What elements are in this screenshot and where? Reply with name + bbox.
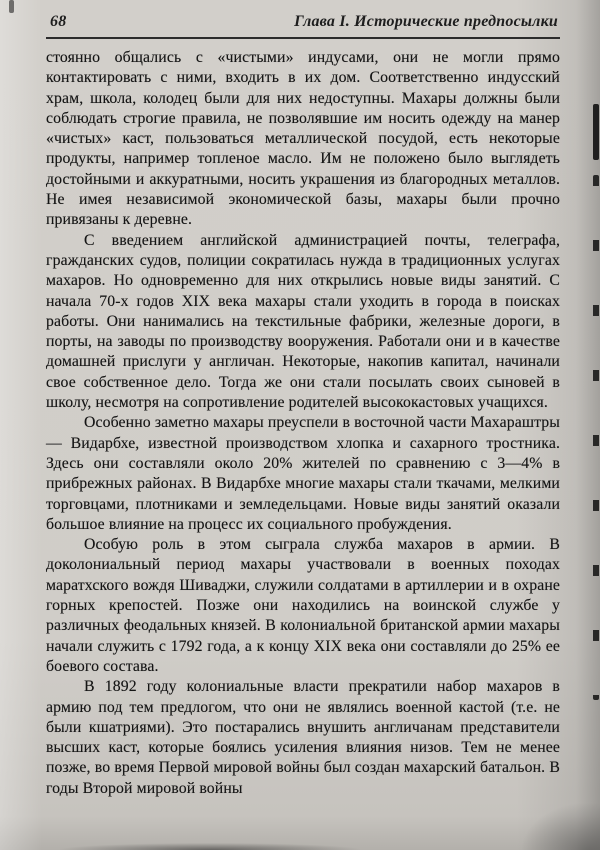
page-body xyxy=(46,48,560,799)
paragraph: Особую роль в этом сыграла служба махаров в армии. В доколониальный период махары участвовали в военных походах маратхского вождя Шиваджи, служили солдатами в артиллерии и в охране горных крепостей. Позже они находились на воинской службе у различных феодальных князей. В колониальной британской армии махары начали служить с 1792 года, а к концу XIX века они составляли до 25% ее боевого состава. xyxy=(46,536,560,675)
header-rule xyxy=(46,37,560,39)
paragraph: В 1892 году колониальные власти прекратили набор махаров в армию под тем предлогом, что они не являлись военной кастой (т.е. не были кшатриями). Это постарались внушить англичанам представители высших каст, которые боялись усиления влияния низов. Тем не менее позже, во время Первой мировой войны был создан махарский батальон. В годы Второй мировой войны xyxy=(46,678,560,797)
paragraph: С введением английской администрацией почты, телеграфа, гражданских судов, полиции сократилась нужда в традиционных услугах махаров. Но одновременно для них открылись новые виды занятий. С начала 70-х годов XIX века махары стали уходить в города в поисках работы. Они нанимались на текстильные фабрики, железные дороги, в порты, на заводы по производству вооружения. Работали они и в качестве домашней прислуги у англичан. Некоторые, накопив капитал, начинали свое собственное дело. Тогда же они стали посылать своих сыновей в школу, несмотря на сопротивление родителей высококастовых учащихся. xyxy=(46,231,560,412)
scan-artifact-bottom-right-smudge xyxy=(520,802,600,850)
paragraph: Особенно заметно махары преуспели в восточной части Махараштры — Видарбхе, известной производством хлопка и сахарного тростника. Здесь они составляли около 20% жителей по сравнению с 3—4% в прибрежных районах. В Видарбхе многие махары стали ткачами, мелкими торговцами, плотниками и земледельцами. Новые виды занятий оказали большое влияние на процесс их социального пробуждения. xyxy=(46,414,560,533)
page-number: 68 xyxy=(50,13,67,30)
scan-artifact-right-edge-marks xyxy=(593,175,599,700)
paragraph: стоянно общались с «чистыми» индусами, они не могли прямо контактировать с ними, входить в их дом. Соответственно индусский храм, школа, колодец были для них недоступны. Махары должны были соблюдать строгие правила, не позволявшие им носить одежду на манер «чистых» каст, пользоваться металлической посудой, есть некоторые продукты, например топленое масло. Им не положено было выглядеть достойными и аккуратными, носить украшения из благородных металлов. Не имея независимой экономической базы, махары были прочно привязаны к деревне. xyxy=(46,49,560,229)
scan-artifact-right-bar xyxy=(593,104,599,160)
scan-artifact-bottom-smudge xyxy=(60,843,360,850)
page-header xyxy=(46,11,560,31)
chapter-title: Глава I. Исторические предпосылки xyxy=(294,13,558,30)
scan-artifact-top-left xyxy=(9,0,14,13)
